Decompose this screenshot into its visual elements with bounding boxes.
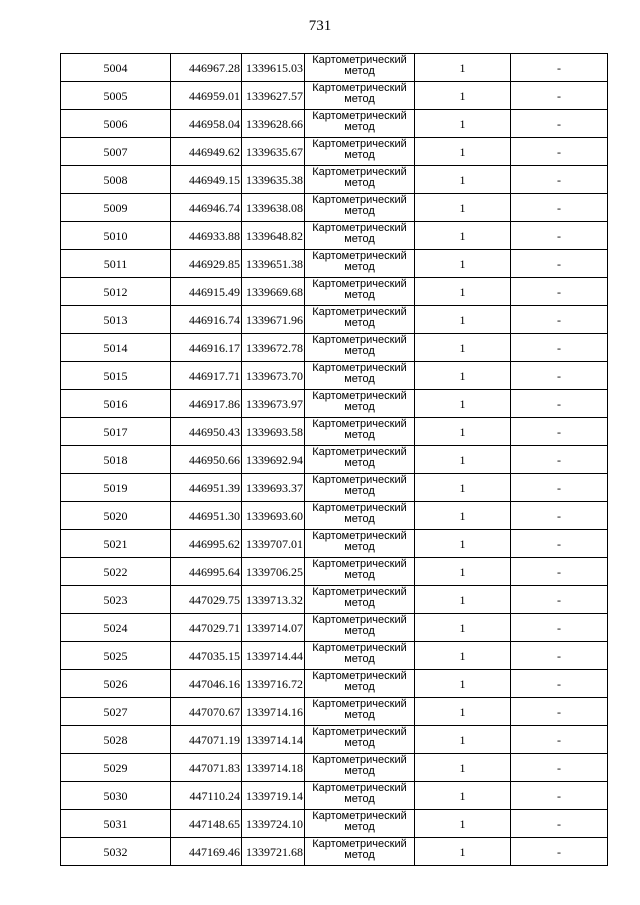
x-coordinate-cell: 446951.39 <box>171 474 242 502</box>
point-number-cell: 5024 <box>61 614 171 642</box>
accuracy-cell: 1 <box>415 54 511 82</box>
method-label-line1: Картометрический <box>312 754 407 766</box>
accuracy-cell: 1 <box>415 810 511 838</box>
accuracy-cell: 1 <box>415 362 511 390</box>
y-coordinate-cell: 1339648.82 <box>242 222 305 250</box>
y-coordinate-cell: 1339635.38 <box>242 166 305 194</box>
point-number-cell: 5004 <box>61 54 171 82</box>
note-cell: - <box>511 278 608 306</box>
note-cell: - <box>511 222 608 250</box>
x-coordinate-cell: 446915.49 <box>171 278 242 306</box>
method-cell <box>305 446 415 474</box>
y-coordinate-cell: 1339716.72 <box>242 670 305 698</box>
accuracy-cell: 1 <box>415 194 511 222</box>
method-label-line1: Картометрический <box>312 614 407 626</box>
table-row <box>61 474 608 502</box>
method-cell <box>305 222 415 250</box>
x-coordinate-cell: 446950.66 <box>171 446 242 474</box>
method-cell <box>305 530 415 558</box>
method-label-line2: метод <box>344 485 375 497</box>
method-label-line2: метод <box>344 457 375 469</box>
y-coordinate-cell: 1339693.60 <box>242 502 305 530</box>
table-row <box>61 502 608 530</box>
method-label-line2: метод <box>344 121 375 133</box>
method-label-line2: метод <box>344 849 375 861</box>
point-number-cell: 5027 <box>61 698 171 726</box>
method-cell <box>305 558 415 586</box>
y-coordinate-cell: 1339714.16 <box>242 698 305 726</box>
point-number-cell: 5006 <box>61 110 171 138</box>
note-cell: - <box>511 782 608 810</box>
x-coordinate-cell: 446916.17 <box>171 334 242 362</box>
point-number-cell: 5025 <box>61 642 171 670</box>
method-cell <box>305 278 415 306</box>
method-label-line2: метод <box>344 65 375 77</box>
method-label-line2: метод <box>344 205 375 217</box>
method-label-line1: Картометрический <box>312 782 407 794</box>
point-number-cell: 5009 <box>61 194 171 222</box>
accuracy-cell: 1 <box>415 138 511 166</box>
x-coordinate-cell: 446933.88 <box>171 222 242 250</box>
method-label-line2: метод <box>344 93 375 105</box>
method-label-line2: метод <box>344 177 375 189</box>
method-label-line2: метод <box>344 737 375 749</box>
method-label-line1: Картометрический <box>312 558 407 570</box>
method-label-line2: метод <box>344 681 375 693</box>
y-coordinate-cell: 1339673.70 <box>242 362 305 390</box>
note-cell: - <box>511 54 608 82</box>
x-coordinate-cell: 446950.43 <box>171 418 242 446</box>
table-row <box>61 110 608 138</box>
y-coordinate-cell: 1339635.67 <box>242 138 305 166</box>
table-row <box>61 362 608 390</box>
point-number-cell: 5022 <box>61 558 171 586</box>
point-number-cell: 5021 <box>61 530 171 558</box>
table-row <box>61 586 608 614</box>
method-cell <box>305 754 415 782</box>
method-label-line2: метод <box>344 429 375 441</box>
accuracy-cell: 1 <box>415 558 511 586</box>
method-cell <box>305 194 415 222</box>
y-coordinate-cell: 1339706.25 <box>242 558 305 586</box>
note-cell: - <box>511 390 608 418</box>
x-coordinate-cell: 447070.67 <box>171 698 242 726</box>
method-label-line1: Картометрический <box>312 390 407 402</box>
table-row <box>61 390 608 418</box>
accuracy-cell: 1 <box>415 530 511 558</box>
point-number-cell: 5016 <box>61 390 171 418</box>
method-label-line2: метод <box>344 821 375 833</box>
table-row <box>61 194 608 222</box>
accuracy-cell: 1 <box>415 278 511 306</box>
accuracy-cell: 1 <box>415 502 511 530</box>
x-coordinate-cell: 446967.28 <box>171 54 242 82</box>
method-cell <box>305 502 415 530</box>
point-number-cell: 5029 <box>61 754 171 782</box>
method-label-line1: Картометрический <box>312 278 407 290</box>
x-coordinate-cell: 446959.01 <box>171 82 242 110</box>
x-coordinate-cell: 446916.74 <box>171 306 242 334</box>
method-label-line1: Картометрический <box>312 306 407 318</box>
accuracy-cell: 1 <box>415 110 511 138</box>
method-label-line2: метод <box>344 289 375 301</box>
y-coordinate-cell: 1339615.03 <box>242 54 305 82</box>
point-number-cell: 5010 <box>61 222 171 250</box>
table-row <box>61 222 608 250</box>
point-number-cell: 5030 <box>61 782 171 810</box>
point-number-cell: 5005 <box>61 82 171 110</box>
note-cell: - <box>511 726 608 754</box>
page-number: 731 <box>308 18 332 34</box>
x-coordinate-cell: 446958.04 <box>171 110 242 138</box>
method-label-line2: метод <box>344 513 375 525</box>
x-coordinate-cell: 447029.71 <box>171 614 242 642</box>
note-cell: - <box>511 810 608 838</box>
x-coordinate-cell: 446946.74 <box>171 194 242 222</box>
note-cell: - <box>511 614 608 642</box>
method-cell <box>305 698 415 726</box>
table-row <box>61 558 608 586</box>
method-cell <box>305 250 415 278</box>
accuracy-cell: 1 <box>415 754 511 782</box>
method-label-line1: Картометрический <box>312 54 407 66</box>
note-cell: - <box>511 586 608 614</box>
point-number-cell: 5019 <box>61 474 171 502</box>
note-cell: - <box>511 82 608 110</box>
table-row <box>61 54 608 82</box>
method-label-line2: метод <box>344 653 375 665</box>
method-cell <box>305 334 415 362</box>
method-cell <box>305 642 415 670</box>
method-label-line1: Картометрический <box>312 334 407 346</box>
note-cell: - <box>511 474 608 502</box>
note-cell: - <box>511 194 608 222</box>
y-coordinate-cell: 1339707.01 <box>242 530 305 558</box>
note-cell: - <box>511 362 608 390</box>
table-row <box>61 670 608 698</box>
y-coordinate-cell: 1339693.58 <box>242 418 305 446</box>
method-label-line2: метод <box>344 569 375 581</box>
y-coordinate-cell: 1339627.57 <box>242 82 305 110</box>
method-label-line1: Картометрический <box>312 222 407 234</box>
y-coordinate-cell: 1339651.38 <box>242 250 305 278</box>
x-coordinate-cell: 447110.24 <box>171 782 242 810</box>
method-cell <box>305 362 415 390</box>
y-coordinate-cell: 1339671.96 <box>242 306 305 334</box>
note-cell: - <box>511 754 608 782</box>
y-coordinate-cell: 1339672.78 <box>242 334 305 362</box>
method-cell <box>305 54 415 82</box>
point-number-cell: 5013 <box>61 306 171 334</box>
table-row <box>61 306 608 334</box>
table-row <box>61 446 608 474</box>
x-coordinate-cell: 446951.30 <box>171 502 242 530</box>
point-number-cell: 5014 <box>61 334 171 362</box>
point-number-cell: 5015 <box>61 362 171 390</box>
accuracy-cell: 1 <box>415 306 511 334</box>
method-label-line1: Картометрический <box>312 670 407 682</box>
method-label-line1: Картометрический <box>312 250 407 262</box>
x-coordinate-cell: 447071.83 <box>171 754 242 782</box>
note-cell: - <box>511 418 608 446</box>
accuracy-cell: 1 <box>415 782 511 810</box>
table-row <box>61 754 608 782</box>
x-coordinate-cell: 446995.64 <box>171 558 242 586</box>
y-coordinate-cell: 1339714.18 <box>242 754 305 782</box>
note-cell: - <box>511 670 608 698</box>
method-label-line2: метод <box>344 233 375 245</box>
y-coordinate-cell: 1339714.14 <box>242 726 305 754</box>
accuracy-cell: 1 <box>415 698 511 726</box>
y-coordinate-cell: 1339693.37 <box>242 474 305 502</box>
table-row <box>61 838 608 866</box>
note-cell: - <box>511 838 608 866</box>
method-label-line2: метод <box>344 793 375 805</box>
method-label-line1: Картометрический <box>312 838 407 850</box>
table-row <box>61 82 608 110</box>
table-row <box>61 726 608 754</box>
y-coordinate-cell: 1339669.68 <box>242 278 305 306</box>
accuracy-cell: 1 <box>415 726 511 754</box>
accuracy-cell: 1 <box>415 222 511 250</box>
table-row <box>61 614 608 642</box>
method-label-line1: Картометрический <box>312 418 407 430</box>
method-cell <box>305 390 415 418</box>
y-coordinate-cell: 1339721.68 <box>242 838 305 866</box>
method-cell <box>305 110 415 138</box>
note-cell: - <box>511 138 608 166</box>
point-number-cell: 5012 <box>61 278 171 306</box>
point-number-cell: 5020 <box>61 502 171 530</box>
point-number-cell: 5026 <box>61 670 171 698</box>
method-label-line1: Картометрический <box>312 362 407 374</box>
x-coordinate-cell: 446949.15 <box>171 166 242 194</box>
method-label-line1: Картометрический <box>312 110 407 122</box>
method-cell <box>305 810 415 838</box>
method-label-line2: метод <box>344 765 375 777</box>
y-coordinate-cell: 1339724.10 <box>242 810 305 838</box>
x-coordinate-cell: 446917.71 <box>171 362 242 390</box>
method-label-line1: Картометрический <box>312 82 407 94</box>
method-label-line2: метод <box>344 541 375 553</box>
point-number-cell: 5007 <box>61 138 171 166</box>
note-cell: - <box>511 250 608 278</box>
x-coordinate-cell: 446995.62 <box>171 530 242 558</box>
note-cell: - <box>511 502 608 530</box>
note-cell: - <box>511 642 608 670</box>
method-label-line1: Картометрический <box>312 194 407 206</box>
table-row <box>61 782 608 810</box>
table-row <box>61 530 608 558</box>
note-cell: - <box>511 334 608 362</box>
point-number-cell: 5011 <box>61 250 171 278</box>
accuracy-cell: 1 <box>415 670 511 698</box>
point-number-cell: 5008 <box>61 166 171 194</box>
method-cell <box>305 166 415 194</box>
x-coordinate-cell: 447029.75 <box>171 586 242 614</box>
accuracy-cell: 1 <box>415 166 511 194</box>
coordinates-table-body <box>61 54 608 866</box>
method-label-line2: метод <box>344 261 375 273</box>
table-row <box>61 278 608 306</box>
method-cell <box>305 586 415 614</box>
note-cell: - <box>511 558 608 586</box>
method-label-line1: Картометрический <box>312 642 407 654</box>
method-cell <box>305 474 415 502</box>
table-row <box>61 138 608 166</box>
table-row <box>61 698 608 726</box>
x-coordinate-cell: 446917.86 <box>171 390 242 418</box>
x-coordinate-cell: 446949.62 <box>171 138 242 166</box>
y-coordinate-cell: 1339673.97 <box>242 390 305 418</box>
note-cell: - <box>511 110 608 138</box>
x-coordinate-cell: 446929.85 <box>171 250 242 278</box>
method-cell <box>305 670 415 698</box>
method-label-line1: Картометрический <box>312 530 407 542</box>
method-cell <box>305 306 415 334</box>
table-row <box>61 334 608 362</box>
table-row <box>61 166 608 194</box>
x-coordinate-cell: 447169.46 <box>171 838 242 866</box>
y-coordinate-cell: 1339638.08 <box>242 194 305 222</box>
method-label-line1: Картометрический <box>312 166 407 178</box>
table-row <box>61 418 608 446</box>
note-cell: - <box>511 530 608 558</box>
method-label-line1: Картометрический <box>312 138 407 150</box>
method-label-line1: Картометрический <box>312 698 407 710</box>
note-cell: - <box>511 698 608 726</box>
y-coordinate-cell: 1339714.07 <box>242 614 305 642</box>
x-coordinate-cell: 447035.15 <box>171 642 242 670</box>
accuracy-cell: 1 <box>415 334 511 362</box>
method-label-line1: Картометрический <box>312 810 407 822</box>
y-coordinate-cell: 1339714.44 <box>242 642 305 670</box>
table-row <box>61 250 608 278</box>
method-label-line1: Картометрический <box>312 586 407 598</box>
note-cell: - <box>511 166 608 194</box>
method-cell <box>305 782 415 810</box>
accuracy-cell: 1 <box>415 250 511 278</box>
method-label-line2: метод <box>344 597 375 609</box>
x-coordinate-cell: 447071.19 <box>171 726 242 754</box>
y-coordinate-cell: 1339628.66 <box>242 110 305 138</box>
method-label-line2: метод <box>344 709 375 721</box>
point-number-cell: 5018 <box>61 446 171 474</box>
method-label-line2: метод <box>344 625 375 637</box>
accuracy-cell: 1 <box>415 82 511 110</box>
method-label-line1: Картометрический <box>312 502 407 514</box>
y-coordinate-cell: 1339713.32 <box>242 586 305 614</box>
point-number-cell: 5017 <box>61 418 171 446</box>
method-cell <box>305 614 415 642</box>
method-cell <box>305 838 415 866</box>
x-coordinate-cell: 447148.65 <box>171 810 242 838</box>
accuracy-cell: 1 <box>415 614 511 642</box>
accuracy-cell: 1 <box>415 838 511 866</box>
point-number-cell: 5023 <box>61 586 171 614</box>
point-number-cell: 5032 <box>61 838 171 866</box>
y-coordinate-cell: 1339692.94 <box>242 446 305 474</box>
accuracy-cell: 1 <box>415 474 511 502</box>
method-cell <box>305 82 415 110</box>
method-label-line1: Картометрический <box>312 446 407 458</box>
note-cell: - <box>511 446 608 474</box>
y-coordinate-cell: 1339719.14 <box>242 782 305 810</box>
point-number-cell: 5031 <box>61 810 171 838</box>
table-row <box>61 642 608 670</box>
method-label-line1: Картометрический <box>312 726 407 738</box>
accuracy-cell: 1 <box>415 642 511 670</box>
accuracy-cell: 1 <box>415 446 511 474</box>
method-label-line2: метод <box>344 401 375 413</box>
accuracy-cell: 1 <box>415 390 511 418</box>
table-row <box>61 810 608 838</box>
accuracy-cell: 1 <box>415 586 511 614</box>
method-label-line2: метод <box>344 373 375 385</box>
method-cell <box>305 726 415 754</box>
method-cell <box>305 138 415 166</box>
coordinates-table <box>60 53 608 866</box>
method-label-line2: метод <box>344 317 375 329</box>
method-cell <box>305 418 415 446</box>
method-label-line1: Картометрический <box>312 474 407 486</box>
method-label-line2: метод <box>344 345 375 357</box>
x-coordinate-cell: 447046.16 <box>171 670 242 698</box>
note-cell: - <box>511 306 608 334</box>
method-label-line2: метод <box>344 149 375 161</box>
accuracy-cell: 1 <box>415 418 511 446</box>
point-number-cell: 5028 <box>61 726 171 754</box>
